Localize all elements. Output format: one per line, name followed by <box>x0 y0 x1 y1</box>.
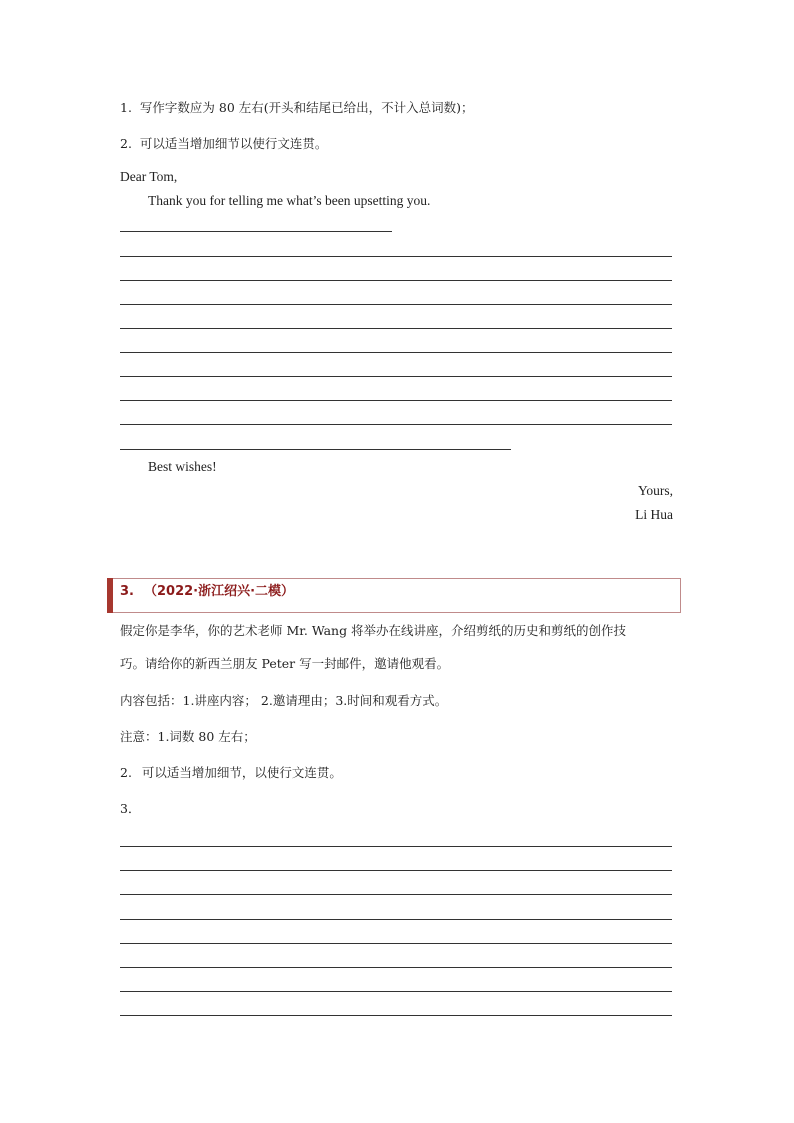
question-prompt-line-2: 巧。请给你的新西兰朋友 Peter 写一封邮件，邀请他观看。 <box>120 656 450 671</box>
question-header-accent <box>107 578 113 613</box>
answer-line[interactable] <box>120 304 672 305</box>
question-source: （2022·浙江绍兴·二模） <box>144 584 295 599</box>
answer-line[interactable] <box>120 328 672 329</box>
answer-line[interactable] <box>120 376 672 377</box>
question-note-2-number: 2. <box>120 765 132 780</box>
answer-line[interactable] <box>120 943 672 944</box>
letter-closing-line: Best wishes! <box>148 459 217 474</box>
question-note-3: 3． <box>120 801 141 816</box>
question-note-2-text: 可以适当增加细节，以使行文连贯。 <box>141 765 342 780</box>
requirement-2 <box>120 138 327 151</box>
answer-line[interactable] <box>120 256 672 257</box>
answer-line[interactable] <box>120 424 672 425</box>
letter-signature: Li Hua <box>635 507 673 522</box>
requirement-1-number: 1. <box>120 100 132 115</box>
answer-line[interactable] <box>120 400 672 401</box>
answer-line[interactable] <box>120 967 672 968</box>
requirement-1-text: 写作字数应为 80 左右(开头和结尾已给出，不计入总词数)； <box>139 100 474 115</box>
answer-line[interactable] <box>120 870 672 871</box>
question-prompt-line-1: 假定你是李华，你的艺术老师 Mr. Wang 将举办在线讲座，介绍剪纸的历史和剪纸的创作技 <box>120 623 627 638</box>
letter-greeting: Dear Tom, <box>120 169 178 184</box>
answer-line[interactable] <box>120 991 672 992</box>
answer-line[interactable] <box>120 449 511 450</box>
answer-line[interactable] <box>120 919 672 920</box>
answer-line[interactable] <box>120 1015 672 1016</box>
question-note-2 <box>120 767 342 780</box>
letter-opening: Thank you for telling me what’s been upsetting you. <box>148 193 431 208</box>
question-content: 内容包括：1.讲座内容； 2.邀请理由；3.时间和观看方式。 <box>120 693 448 708</box>
question-note-1: 注意：1.词数 80 左右； <box>120 729 256 744</box>
question-number: 3. <box>120 584 134 599</box>
letter-signoff: Yours, <box>637 483 673 498</box>
answer-line[interactable] <box>120 846 672 847</box>
requirement-2-number: 2. <box>120 136 132 151</box>
answer-line[interactable] <box>120 231 392 232</box>
requirement-2-text: 可以适当增加细节以使行文连贯。 <box>139 136 328 151</box>
requirement-1 <box>120 102 474 115</box>
answer-line[interactable] <box>120 280 672 281</box>
answer-line[interactable] <box>120 352 672 353</box>
answer-line[interactable] <box>120 894 672 895</box>
